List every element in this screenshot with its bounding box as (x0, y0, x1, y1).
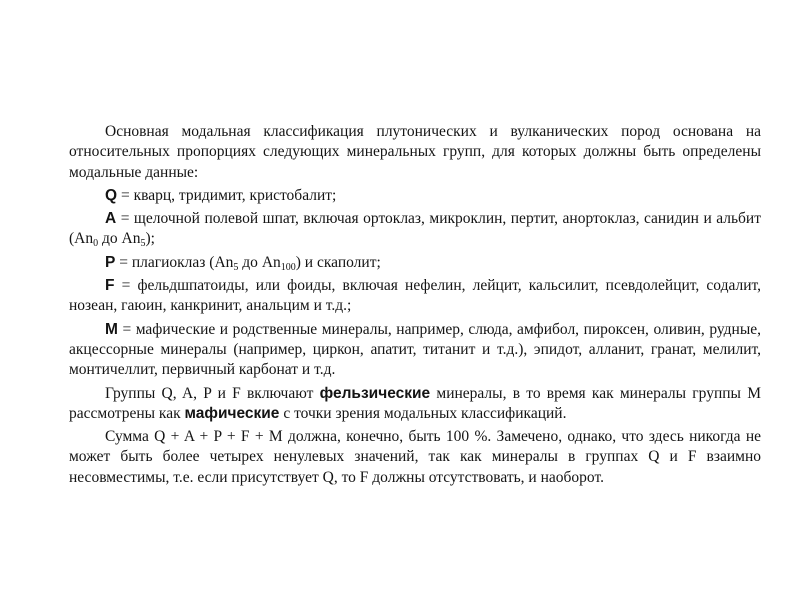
definition-p-sub-start: 5 (233, 261, 239, 273)
definition-p-to: до (238, 253, 262, 271)
definition-p-letter: P (105, 253, 116, 271)
definition-a-sub-end: 5 (140, 238, 146, 250)
definition-p-close: ) и скаполит; (295, 253, 381, 271)
definition-a (69, 209, 761, 250)
definition-a-letter: A (105, 210, 117, 228)
definition-a-sub-start: 0 (93, 238, 99, 250)
mafic-term: мафические (184, 404, 280, 422)
definition-q-letter: Q (105, 186, 118, 204)
document-text (69, 122, 761, 488)
groups-text-3: с точки зрения модальных классификаций. (279, 404, 567, 422)
definition-p-equals: = (115, 253, 132, 271)
definition-p-text: плагиоклаз ( (131, 253, 215, 271)
definition-p-an-end: An (261, 253, 281, 271)
definition-p-sub-end: 100 (280, 261, 296, 273)
definition-m-letter: M (105, 320, 118, 338)
definition-m-equals: = (117, 320, 136, 338)
definition-q (69, 186, 761, 206)
definition-a-an-start: An (74, 230, 94, 248)
definition-m-text: мафические и родственные минералы, например, слюда, амфибол, пироксен, оливин, рудные, акцессорные минералы (например, циркон, апатит, титанит и т.д.), эпидот, алланит, гранат, мелилит, монтичеллит, первичный карбонат и т.д. (69, 320, 761, 379)
definition-a-text: щелочной полевой шпат, включая ортоклаз, микроклин, пертит, анортоклаз, санидин и альбит ( (69, 210, 761, 248)
definition-f-equals: = (114, 277, 138, 295)
definition-p (69, 253, 761, 273)
sum-paragraph: Сумма Q + A + P + F + M должна, конечно, быть 100 %. Замечено, однако, что здесь никогда не может быть более четырех ненулевых значений, так как минералы в группах Q и F взаимно несовместимы, т.е. если присутствует Q, то F должны отсутствовать, и наоборот. (69, 428, 761, 486)
definition-f (69, 276, 761, 317)
definition-m (69, 320, 761, 381)
intro-paragraph: Основная модальная классификация плутонических и вулканических пород основана на относительных пропорциях следующих минеральных групп, для которых должны быть определены модальные данные: (69, 123, 761, 181)
definition-f-letter: F (105, 277, 115, 295)
definition-p-an-start: An (214, 253, 234, 271)
definition-a-close: ); (145, 230, 155, 248)
definition-f-text: фельдшпатоиды, или фоиды, включая нефелин, лейцит, кальсилит, псевдолейцит, содалит, нозеан, гаюин, канкринит, анальцим и т.д.; (69, 277, 761, 315)
definition-a-an-end: An (121, 230, 141, 248)
definition-a-equals: = (116, 210, 134, 228)
groups-text-2: минералы, в то время как минералы группы M рассмотрены как (69, 384, 761, 422)
definition-q-text: кварц, тридимит, кристобалит; (133, 186, 337, 204)
definition-q-equals: = (117, 186, 134, 204)
groups-text-1: Группы Q, A, P и F включают (105, 384, 320, 402)
groups-paragraph (69, 384, 761, 425)
definition-a-to: до (98, 230, 122, 248)
felsic-term: фельзические (319, 384, 431, 402)
